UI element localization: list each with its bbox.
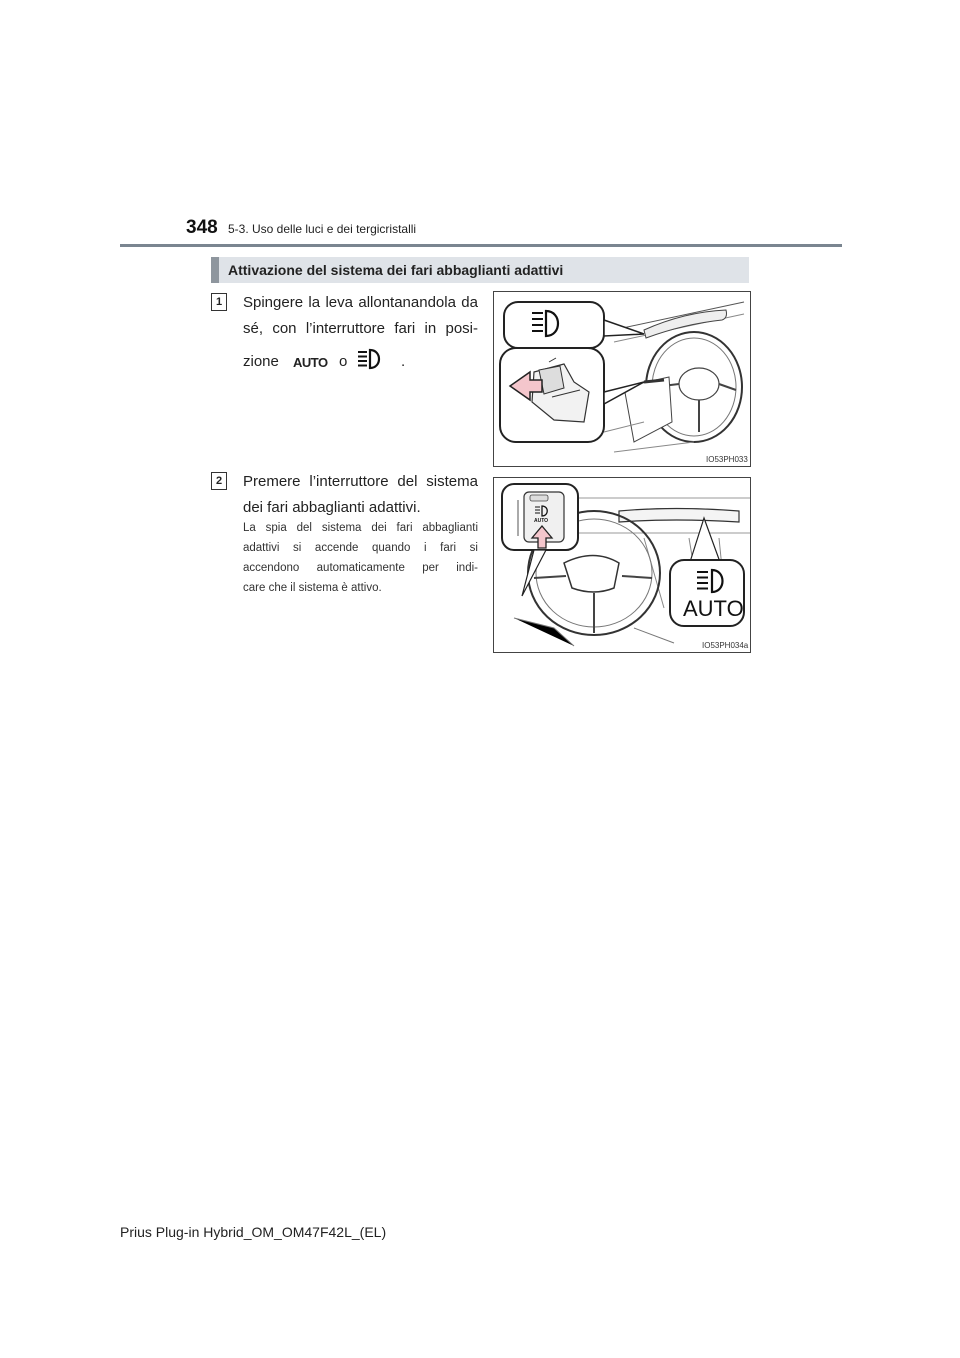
step-2-note-line-3: accendono automaticamente per indi-	[243, 562, 478, 574]
step-2-number: 2	[211, 472, 227, 490]
step-2-note-line-4: care che il sistema è attivo.	[243, 582, 382, 594]
section-heading-title: Attivazione del sistema dei fari abbaglianti adattivi	[228, 262, 564, 278]
footer-document-id: Prius Plug-in Hybrid_OM_OM47F42L_(EL)	[120, 1224, 387, 1240]
step-1-line-2: sé, con l’interruttore fari in posi-	[243, 320, 478, 337]
switch-auto-label: AUTO	[534, 518, 549, 524]
section-heading-bar	[211, 257, 219, 283]
header-rule	[120, 244, 842, 247]
section-title: 5-3. Uso delle luci e dei tergicristalli	[228, 222, 417, 236]
step-1-text	[243, 290, 478, 342]
step-2-line-1: Premere l’interruttore del sistema	[243, 473, 478, 490]
step-1-line-3	[243, 349, 478, 375]
auto-switch-symbol: AUTO	[293, 355, 328, 370]
high-beam-icon	[356, 347, 386, 380]
page-number: 348	[186, 217, 218, 238]
section-heading	[211, 257, 749, 283]
figure-1-code: IO53PH033	[706, 455, 748, 464]
step-2-note	[243, 518, 478, 598]
figure-1-lever-illustration	[493, 291, 751, 467]
step-2-note-line-1: La spia del sistema dei fari abbaglianti	[243, 522, 478, 534]
step-2-note-line-2: adattivi si accende quando i fari si	[243, 542, 478, 554]
step-2-line-2: dei fari abbaglianti adattivi.	[243, 499, 421, 516]
step-1-line-1: Spingere la leva allontanandola da	[243, 294, 478, 311]
step-1-zione: zione	[243, 353, 279, 370]
indicator-auto-label: AUTO	[683, 596, 744, 621]
step-1-end: .	[401, 353, 406, 370]
step-1-or: o	[339, 353, 348, 370]
step-2-text	[243, 469, 478, 521]
step-1-number: 1	[211, 293, 227, 311]
figure-2-switch-illustration	[493, 477, 751, 653]
figure-2-code: IO53PH034a	[702, 641, 749, 650]
